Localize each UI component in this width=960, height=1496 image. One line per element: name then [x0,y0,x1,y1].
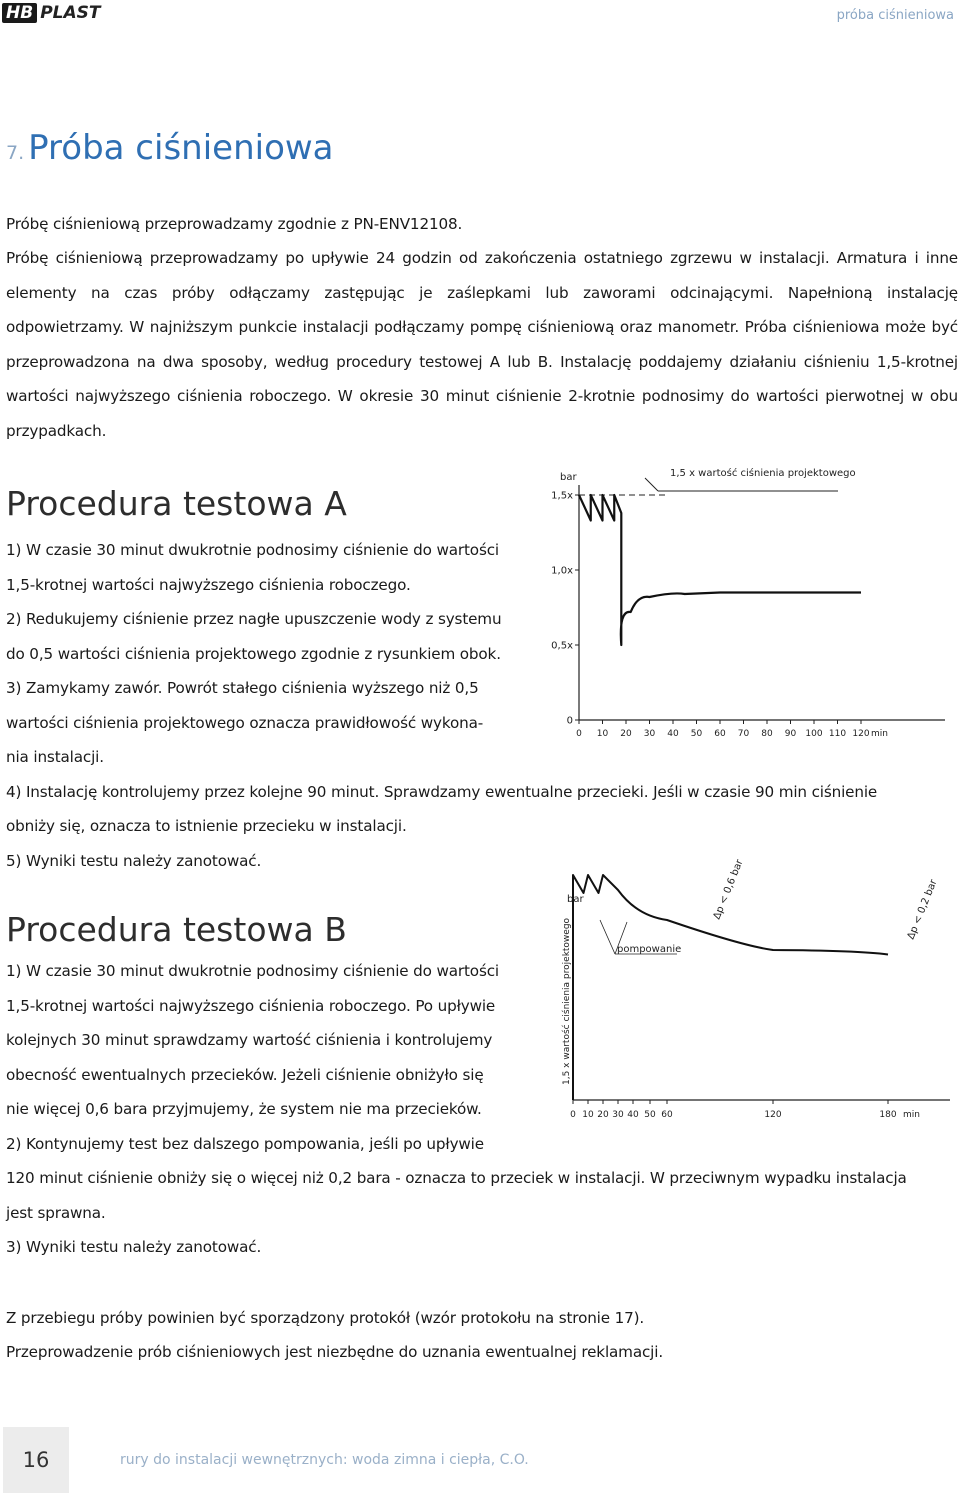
procedure-b-line: 1,5-krotnej wartości najwyższego ciśnienia roboczego. Po upływie [6,996,496,1015]
x-tick-label: 0 [570,1110,576,1120]
y-axis-label: bar [560,472,577,483]
x-tick-label: 10 [582,1110,594,1120]
x-tick-label: 60 [661,1110,673,1120]
x-tick-label: 120 [764,1110,782,1120]
procedure-a-line: obniży się, oznacza to istnienie przecieku w instalacji. [6,817,407,835]
x-tick-label: 90 [784,729,797,739]
brand-logo [2,2,100,24]
footer-text: rury do instalacji wewnętrznych: woda zimna i ciepła, C.O. [120,1452,529,1468]
y-tick-label: 1,0x [551,565,573,577]
procedure-b-line: jest sprawna. [6,1203,106,1222]
section-number: 7. [6,142,25,164]
x-tick-label: 50 [690,729,703,739]
x-tick-label: 110 [828,729,847,739]
x-tick-label: 40 [627,1110,639,1120]
page-number: 16 [3,1427,69,1493]
chart-procedure-a [540,460,960,750]
x-tick-label: 60 [714,729,726,739]
procedure-a-line: 1) W czasie 30 minut dwukrotnie podnosimy ciśnienie do wartości [6,541,499,559]
procedure-a-line: 4) Instalację kontrolujemy przez kolejne 90 minut. Sprawdzamy ewentualne przecieki. Jeśli w czasie 90 min ciśnienie [6,782,878,801]
annotation-pompowanie: pompowanie [617,944,682,955]
y-side-label: 1,5 x wartość ciśnienia projektowego [562,917,572,1085]
annotation-delta-02: Δp < 0,2 bar [905,878,940,942]
procedure-b-heading: Procedura testowa B [6,910,347,949]
procedure-a-line: nia instalacji. [6,748,104,766]
x-unit-label: min [903,1110,920,1120]
y-tick-label: 0 [566,715,573,727]
procedure-b-line: 3) Wyniki testu należy zanotować. [6,1238,262,1256]
procedure-a-line: 3) Zamykamy zawór. Powrót stałego ciśnienia wyższego niż 0,5 [6,679,479,697]
x-tick-label: 180 [879,1110,897,1120]
section-title [6,128,334,168]
logo-text: PLAST [40,3,101,23]
data-series [579,495,861,645]
y-axis-label: bar [567,894,584,905]
x-tick-label: 40 [667,729,679,739]
x-tick-label: 20 [620,729,632,739]
data-series [573,875,888,1100]
procedure-b-line: kolejnych 30 minut sprawdzamy wartość ciśnienia i kontrolujemy [6,1031,493,1049]
x-tick-label: 70 [737,729,750,739]
procedure-a-heading: Procedura testowa A [6,484,347,523]
x-tick-label: 50 [644,1110,656,1120]
procedure-b-line: 1) W czasie 30 minut dwukrotnie podnosimy ciśnienie do wartości [6,962,499,980]
procedure-b-line: 2) Kontynujemy test bez dalszego pompowania, jeśli po upływie [6,1134,484,1153]
annotation-leader [600,920,615,954]
chart-procedure-b [555,850,960,1130]
annotation-label: 1,5 x wartość ciśnienia projektowego [670,468,856,479]
procedure-b-line: 120 minut ciśnienie obniży się o więcej niż 0,2 bara - oznacza to przeciek w instalacji. W przeciwnym wypadku instalacja [6,1169,907,1187]
x-tick-label: 30 [643,729,656,739]
procedure-a-line: do 0,5 wartości ciśnienia projektowego zgodnie z rysunkiem obok. [6,644,501,663]
procedure-a-line: 2) Redukujemy ciśnienie przez nagłe upuszczenie wody z systemu [6,610,502,628]
x-tick-label: 80 [761,729,773,739]
intro-line-1: Próbę ciśnieniową przeprowadzamy zgodnie z PN-ENV12108. [6,215,463,233]
x-tick-label: 100 [805,729,823,739]
y-tick-label: 0,5x [551,640,573,652]
annotation-delta-06: Δp < 0,6 bar [711,858,746,922]
closing-line-2: Przeprowadzenie prób ciśnieniowych jest niezbędne do uznania ewentualnej reklamacji. [6,1343,663,1361]
y-tick-label: 1,5x [551,490,573,502]
x-tick-label: 0 [576,729,582,739]
procedure-b-line: obecność ewentualnych przecieków. Jeżeli ciśnienie obniżyło się [6,1065,484,1084]
logo-mark: HB [2,3,37,23]
x-tick-label: 10 [596,729,609,739]
procedure-a-line: 1,5-krotnej wartości najwyższego ciśnienia roboczego. [6,575,411,594]
intro-paragraph: Próbę ciśnieniową przeprowadzamy po upływie 24 godzin od zakończenia ostatniego zgrzewu w instalacji. Armatura i inne elementy na czas próby odłączamy zastępując je zaślepkami lub zaworami odcinającymi. Napełnioną instalację odpowietrzamy. W najniższym punkcie instalacji podłączamy pompę ciśnieniową oraz manometr. Próba ciśnieniowa może być przeprowadzona na dwa sposoby, według procedury testowej A lub B. Instalację poddajemy działaniu ciśnieniu 1,5-krotnej wartości najwyższego ciśnienia roboczego. W okresie 30 minut ciśnienie 2-krotnie podnosimy do wartości pierwotnej w obu przypadkach. [6,249,958,440]
annotation-leader [645,478,658,491]
x-tick-label: 20 [597,1110,609,1120]
procedure-a-line: 5) Wyniki testu należy zanotować. [6,851,262,870]
x-tick-label: 120 [852,729,870,739]
running-header: próba ciśnieniowa [836,8,954,23]
section-title-text: Próba ciśnieniowa [28,128,334,168]
x-tick-label: 30 [612,1110,624,1120]
procedure-b-line: nie więcej 0,6 bara przyjmujemy, że system nie ma przecieków. [6,1100,482,1118]
x-unit-label: min [871,729,888,739]
procedure-a-line: wartości ciśnienia projektowego oznacza prawidłowość wykona- [6,713,484,732]
closing-line-1: Z przebiegu próby powinien być sporządzony protokół (wzór protokołu na stronie 17). [6,1309,645,1327]
